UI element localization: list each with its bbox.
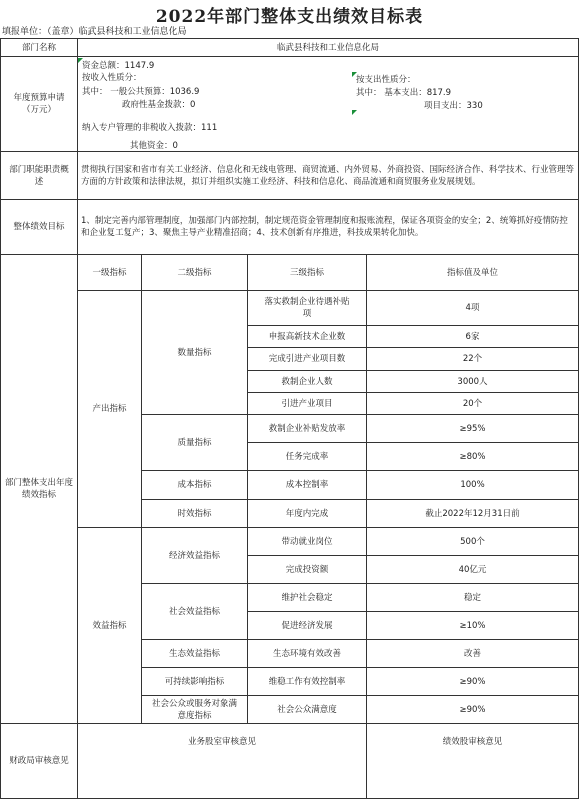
indicator-name: 年度内完成	[247, 499, 367, 528]
indicator-name: 维稳工作有效控制率	[247, 667, 367, 696]
page-title: 2022年部门整体支出绩效目标表	[155, 7, 424, 27]
indicator-name: 落实救制企业待遇补贴项	[247, 290, 367, 326]
header-level2: 二级指标	[141, 254, 248, 291]
indicator-value: 20个	[366, 392, 579, 415]
income-heading: 按收入性质分：	[82, 73, 142, 83]
header-level3: 三级指标	[247, 254, 367, 291]
indicator-name: 任务完成率	[247, 442, 367, 471]
indicator-value: ≥10%	[366, 611, 579, 640]
indicator-value: ≥90%	[366, 667, 579, 696]
indicator-value: 3000人	[366, 370, 579, 393]
indicator-value: 22个	[366, 347, 579, 371]
indicator-value: 6家	[366, 325, 579, 348]
business-review: 业务股室审核意见	[77, 723, 367, 799]
indicator-value: 500个	[366, 527, 579, 556]
indicator-name: 成本控制率	[247, 470, 367, 500]
indicator-value: 改善	[366, 639, 579, 668]
indicator-name: 带动就业岗位	[247, 527, 367, 556]
indicator-value: ≥80%	[366, 442, 579, 471]
indicator-name: 生态环境有效改善	[247, 639, 367, 668]
cost-label: 成本指标	[141, 470, 248, 500]
indicator-value: 4项	[366, 290, 579, 326]
sustain-label: 可持续影响指标	[141, 667, 248, 696]
indicator-name: 完成投资额	[247, 555, 367, 584]
overall-text: 1、制定完善内部管理制度，加强部门内部控制，制定规范资金管理制度和报账流程，保证各项资金的安全；2、统筹抓好疫情防控和企业复工复产；3、聚焦主导产业精准招商；4、技术创新有序推进，科技成果转化加快。	[77, 199, 579, 255]
basic-expense: 其中： 基本支出：817.9	[356, 88, 452, 98]
indicator-name: 社会公众满意度	[247, 695, 367, 724]
finance-review-label: 财政局审核意见	[0, 723, 78, 799]
other-funds: 其他资金：0	[130, 141, 178, 151]
header-value: 指标值及单位	[366, 254, 579, 291]
project-expense: 项目支出：330	[424, 101, 483, 111]
indicator-name: 引进产业项目	[247, 392, 367, 415]
effect-label: 效益指标	[77, 527, 142, 724]
indicator-value: 40亿元	[366, 555, 579, 584]
satisfaction-label: 社会公众或服务对象满意度指标	[141, 695, 248, 724]
economic-label: 经济效益指标	[141, 527, 248, 584]
general-budget: 其中： 一般公共预算：1036.9	[82, 87, 200, 97]
quality-label: 质量指标	[141, 414, 248, 471]
eco-label: 生态效益指标	[141, 639, 248, 668]
social-label: 社会效益指标	[141, 583, 248, 640]
green-marker	[352, 110, 357, 115]
performance-review: 绩效股审核意见	[366, 723, 579, 799]
indicator-name: 救制企业补贴发放率	[247, 414, 367, 443]
dept-name-value: 临武县科技和工业信息化局	[77, 38, 579, 57]
expense-heading: 按支出性质分：	[356, 75, 416, 85]
indicator-name: 完成引进产业项目数	[247, 347, 367, 371]
indicator-name: 申报高新技术企业数	[247, 325, 367, 348]
overall-label: 整体绩效目标	[0, 199, 78, 255]
indicator-value: 稳定	[366, 583, 579, 612]
time-label: 时效指标	[141, 499, 248, 528]
indicator-value: 截止2022年12月31日前	[366, 499, 579, 528]
reporting-unit: 填报单位：（盖章）临武县科技和工业信息化局	[2, 27, 187, 37]
indicator-name: 促进经济发展	[247, 611, 367, 640]
duties-label: 部门职能职责概述	[0, 151, 78, 200]
output-label: 产出指标	[77, 290, 142, 528]
indicator-value: ≥95%	[366, 414, 579, 443]
duties-text: 贯彻执行国家和省市有关工业经济、信息化和无线电管理、商贸流通、内外贸易、外商投资、国际经济合作、科学技术、行业管理等方面的方针政策和法律法规，拟订并组织实施工业经济、科技和信息化、商品流通和商贸服务业发展规划。	[77, 151, 579, 200]
dept-name-label: 部门名称	[0, 38, 78, 57]
header-level1: 一级指标	[77, 254, 142, 291]
gov-fund: 政府性基金拨款：0	[122, 100, 196, 110]
indicator-name: 救制企业人数	[247, 370, 367, 393]
indicator-value: 100%	[366, 470, 579, 500]
annual-indicators-label: 部门整体支出年度绩效指标	[0, 254, 78, 724]
special-income: 纳入专户管理的非税收入拨款：111	[82, 123, 218, 133]
budget-label: 年度预算申请（万元）	[0, 56, 78, 152]
indicator-name: 维护社会稳定	[247, 583, 367, 612]
quantity-label: 数量指标	[141, 290, 248, 415]
budget-total: 资金总额：1147.9	[82, 61, 155, 71]
indicator-value: ≥90%	[366, 695, 579, 724]
